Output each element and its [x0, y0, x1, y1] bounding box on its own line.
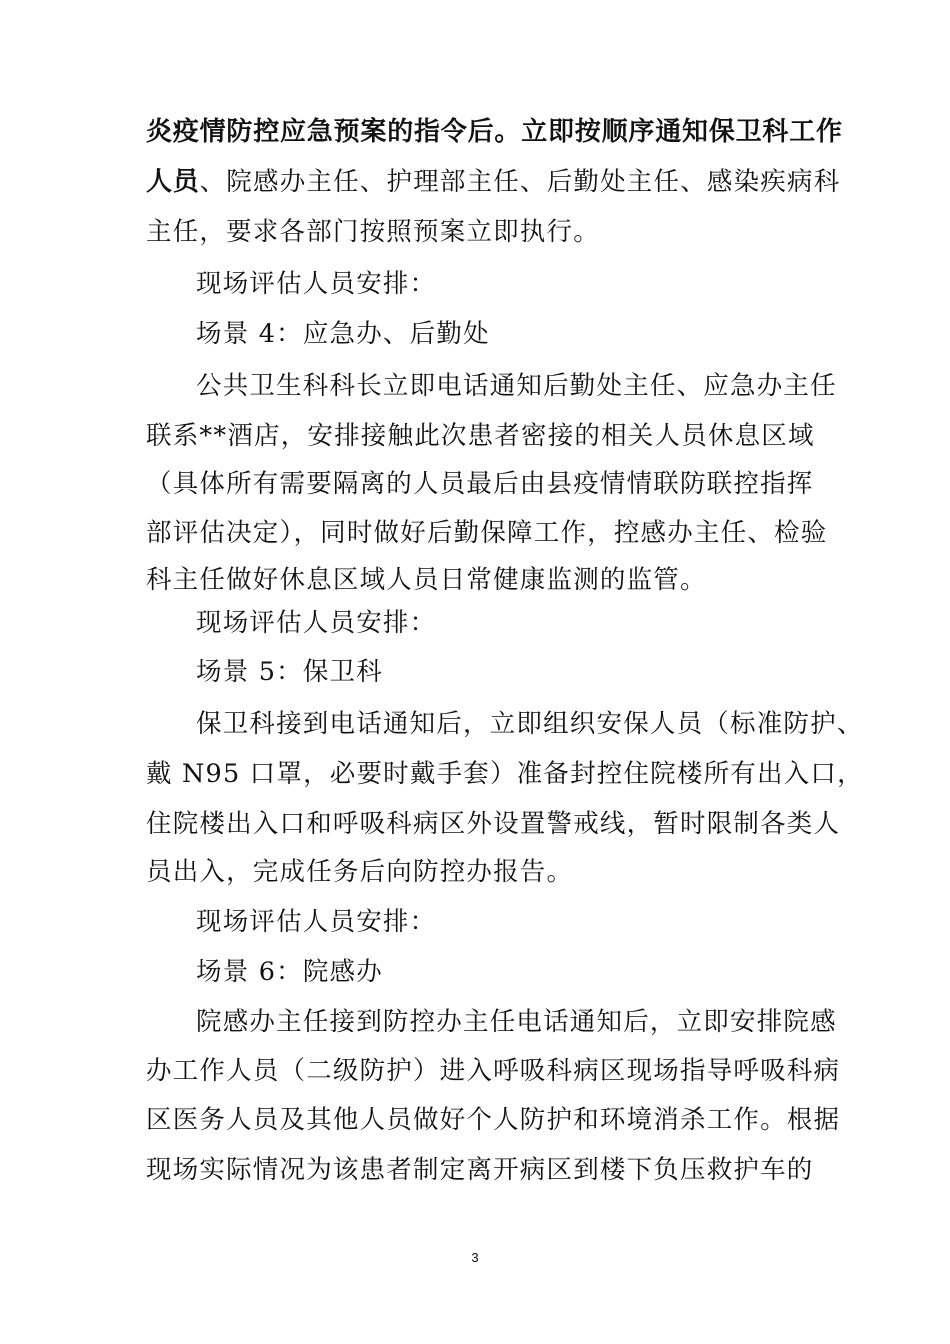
scene5-body-line: 员出入，完成任务后向防控办报告。 — [146, 857, 574, 887]
intro-line-3: 主任，要求各部门按照预案立即执行。 — [146, 217, 600, 247]
scene5-body-line: 保卫科接到电话通知后，立即组织安保人员（标准防护、 — [196, 709, 864, 739]
intro-line-2-bold: 人员 — [146, 167, 200, 197]
scene4-body-line: 联系**酒店，安排接触此次患者密接的相关人员休息区域 — [146, 421, 815, 451]
scene5-heading: 场景 5：保卫科 — [196, 657, 383, 687]
intro-line-2 — [146, 166, 840, 198]
scene6-body-line: 办工作人员（二级防护）进入呼吸科病区现场指导呼吸科病 — [146, 1056, 841, 1086]
scene4-heading: 场景 4：应急办、后勤处 — [196, 319, 490, 349]
scene6-body-line: 院感办主任接到防控办主任电话通知后，立即安排院感 — [196, 1007, 837, 1037]
scene4-body-line: 公共卫生科科长立即电话通知后勤处主任、应急办主任 — [196, 371, 837, 401]
intro-line-1: 炎疫情防控应急预案的指令后。立即按顺序通知保卫科工作 — [146, 117, 843, 147]
scene4-body-line: （具体所有需要隔离的人员最后由县疫情情联防联控指挥 — [146, 469, 814, 499]
scene5-body-line: 住院楼出入口和呼吸科病区外设置警戒线，暂时限制各类人 — [146, 809, 841, 839]
scene5-assessment: 现场评估人员安排： — [196, 608, 437, 638]
scene6-body-line: 现场实际情况为该患者制定离开病区到楼下负压救护车的 — [146, 1155, 814, 1185]
scene6-body-line: 区医务人员及其他人员做好个人防护和环境消杀工作。根据 — [146, 1105, 841, 1135]
scene4-assessment: 现场评估人员安排： — [196, 269, 437, 299]
scene5-body-line: 戴 N95 口罩，必要时戴手套）准备封控住院楼所有出入口， — [146, 759, 864, 789]
intro-line-2-rest: 、院感办主任、护理部主任、后勤处主任、感染疾病科 — [199, 167, 841, 197]
scene6-heading: 场景 6：院感办 — [196, 957, 383, 987]
scene4-body-line: 科主任做好休息区域人员日常健康监测的监管。 — [146, 565, 707, 595]
scene4-body-line: 部评估决定），同时做好后勤保障工作，控感办主任、检验 — [146, 518, 828, 548]
page-number: 3 — [471, 1250, 479, 1265]
scene6-assessment: 现场评估人员安排： — [196, 907, 437, 937]
